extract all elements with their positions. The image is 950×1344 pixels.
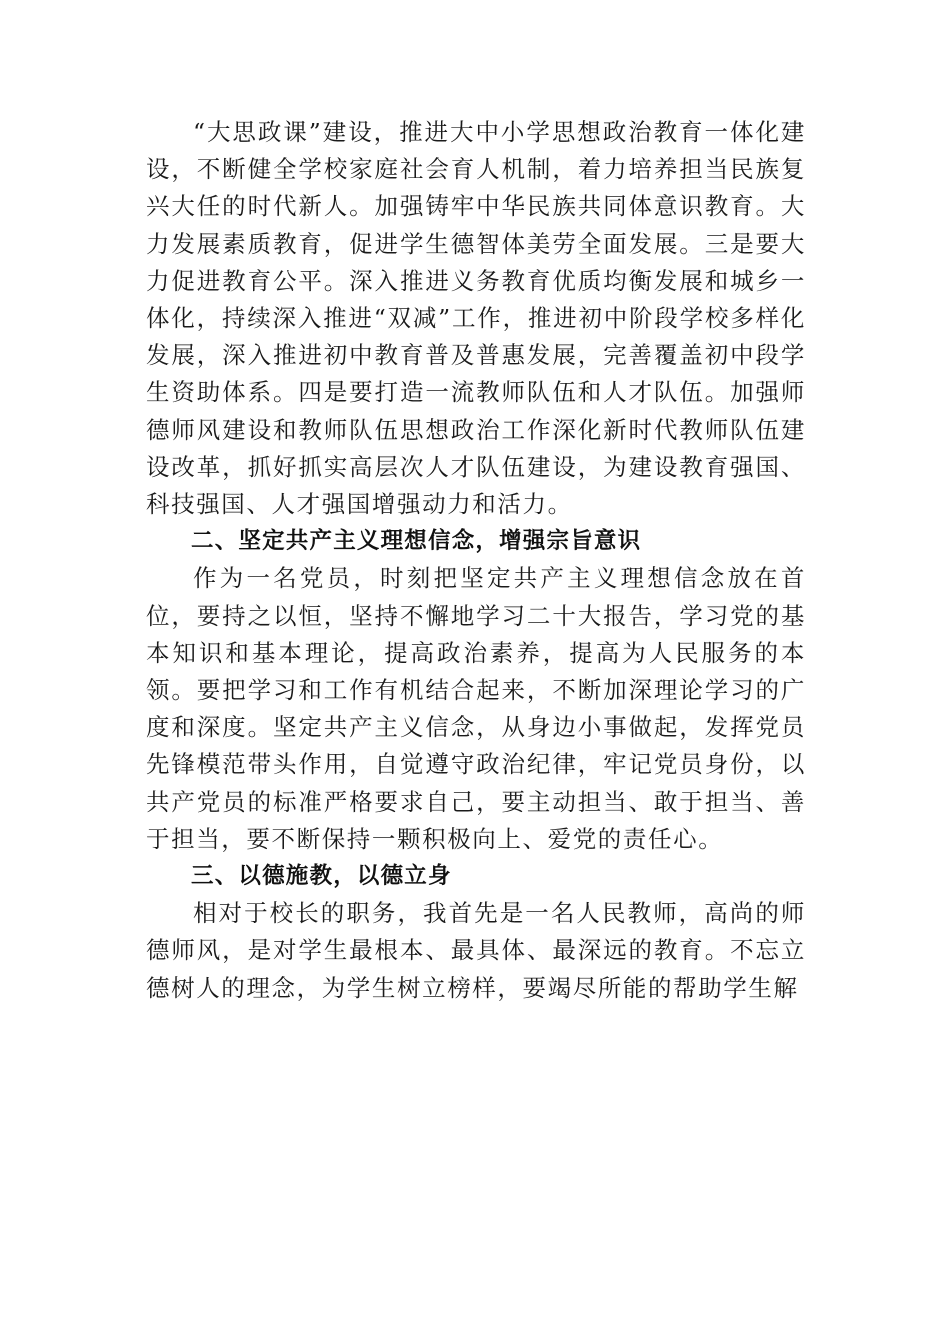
section-heading-3: 三、以德施教，以德立身 [191, 863, 452, 890]
document-body [146, 114, 806, 1007]
paragraph-section-3: 相对于校长的职务，我首先是一名人民教师，高尚的师德师风，是对学生最根本、最具体、最深远的教育。不忘立德树人的理念，为学生树立榜样，要竭尽所能的帮助学生解 [146, 899, 806, 1002]
section-heading-2: 二、坚定共产主义理想信念，增强宗旨意识 [191, 528, 642, 555]
paragraph-section-2: 作为一名党员，时刻把坚定共产主义理想信念放在首位，要持之以恒，坚持不懈地学习二十大报告，学习党的基本知识和基本理论，提高政治素养，提高为人民服务的本领。要把学习和工作有机结合起来，不断加深理论学习的广度和深度。坚定共产主义信念，从身边小事做起，发挥党员先锋模范带头作用，自觉遵守政治纪律，牢记党员身份，以共产党员的标准严格要求自己，要主动担当、敢于担当、善于担当，要不断保持一颗积极向上、爱党的责任心。 [146, 564, 806, 853]
paragraph-continued: “大思政课”建设，推进大中小学思想政治教育一体化建设，不断健全学校家庭社会育人机制，着力培养担当民族复兴大任的时代新人。加强铸牢中华民族共同体意识教育。大力发展素质教育，促进学生德智体美劳全面发展。三是要大力促进教育公平。深入推进义务教育优质均衡发展和城乡一体化，持续深入推进“双减”工作，推进初中阶段学校多样化发展，深入推进初中教育普及普惠发展，完善覆盖初中段学生资助体系。四是要打造一流教师队伍和人才队伍。加强师德师风建设和教师队伍思想政治工作深化新时代教师队伍建设改革，抓好抓实高层次人才队伍建设，为建设教育强国、科技强国、人才强国增强动力和活力。 [146, 118, 806, 519]
